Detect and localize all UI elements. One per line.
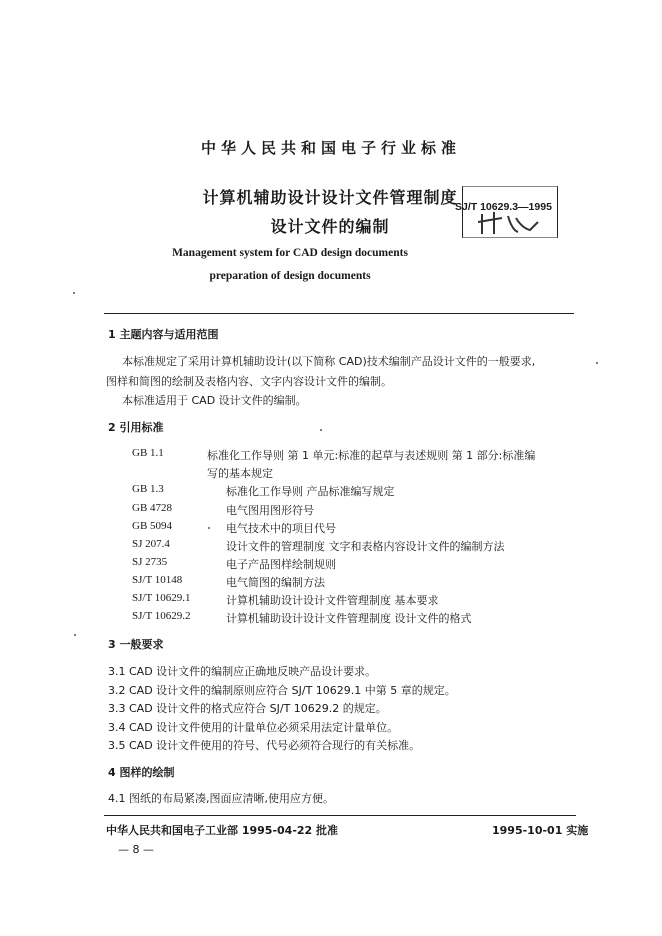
scan-speck — [74, 634, 76, 636]
section1-para2: 本标准适用于 CAD 设计文件的编制。 — [122, 394, 307, 407]
ref-title: 设计文件的管理制度 文字和表格内容设计文件的编制方法 — [226, 540, 505, 553]
ref-title: 标准化工作导则 第 1 单元:标准的起草与表述规则 第 1 部分:标准编 — [207, 449, 536, 462]
ref-code: GB 1.1 — [132, 447, 164, 459]
section1-heading: 1 主题内容与适用范围 — [108, 328, 219, 341]
section3-heading: 3 一般要求 — [108, 638, 164, 651]
standard-title-line2: 设计文件的编制 — [270, 217, 390, 236]
ref-title: 电子产品图样绘制规则 — [226, 558, 336, 571]
ref-title: 电气图用图形符号 — [226, 504, 314, 517]
page-number: — 8 — — [118, 843, 154, 856]
issuing-organization: 中华人民共和国电子行业标准 — [200, 139, 461, 157]
section4-heading: 4 图样的绘制 — [108, 766, 175, 779]
ref-title: 计算机辅助设计设计文件管理制度 设计文件的格式 — [226, 612, 472, 625]
scan-speck — [596, 362, 598, 364]
header-divider — [104, 313, 574, 314]
handwritten-mark-icon — [478, 208, 548, 242]
ref-code: SJ/T 10629.2 — [132, 610, 191, 622]
section1-para1-line1: 本标准规定了采用计算机辅助设计(以下简称 CAD)技术编制产品设计文件的一般要求, — [122, 355, 536, 368]
ref-code: GB 1.3 — [132, 483, 164, 495]
section4-item: 4.1 图纸的布局紧凑,图面应清晰,使用应方便。 — [108, 792, 334, 805]
ref-title: 计算机辅助设计设计文件管理制度 基本要求 — [226, 594, 439, 607]
effective-date: 1995-10-01 实施 — [492, 824, 589, 837]
handwritten-scribble-icon — [478, 208, 548, 236]
ref-title-continuation: 写的基本规定 — [207, 467, 273, 480]
english-title-line2: preparation of design documents — [209, 270, 371, 282]
ref-code: SJ 2735 — [132, 556, 168, 568]
approval-line: 中华人民共和国电子工业部 1995-04-22 批准 — [106, 824, 339, 837]
section3-item: 3.5 CAD 设计文件使用的符号、代号必须符合现行的有关标准。 — [108, 739, 421, 752]
scan-speck — [320, 429, 322, 431]
ref-code: SJ 207.4 — [132, 538, 170, 550]
ref-title: 电气技术中的项目代号 — [226, 522, 336, 535]
section2-heading: 2 引用标准 — [108, 421, 164, 434]
scan-speck — [208, 527, 210, 529]
section3-item: 3.3 CAD 设计文件的格式应符合 SJ/T 10629.2 的规定。 — [108, 702, 387, 715]
ref-title: 标准化工作导则 产品标准编写规定 — [226, 485, 395, 498]
scan-speck — [73, 292, 75, 294]
ref-code: SJ/T 10148 — [132, 574, 183, 586]
section3-item: 3.4 CAD 设计文件使用的计量单位必须采用法定计量单位。 — [108, 721, 399, 734]
section3-item: 3.1 CAD 设计文件的编制应正确地反映产品设计要求。 — [108, 665, 377, 678]
standard-number: SJ/T 10629.3—1995 — [455, 201, 552, 213]
ref-code: SJ/T 10629.1 — [132, 592, 191, 604]
ref-code: GB 4728 — [132, 502, 173, 514]
standard-title-line1: 计算机辅助设计设计文件管理制度 — [202, 188, 458, 207]
ref-code: GB 5094 — [132, 520, 173, 532]
ref-title: 电气简图的编制方法 — [226, 576, 325, 589]
footer-divider — [104, 815, 576, 816]
english-title-line1: Management system for CAD design documents — [172, 247, 408, 259]
section3-item: 3.2 CAD 设计文件的编制原则应符合 SJ/T 10629.1 中第 5 章的规定。 — [108, 684, 456, 697]
section1-para1-line2: 图样和简图的绘制及表格内容、文字内容设计文件的编制。 — [106, 375, 392, 388]
